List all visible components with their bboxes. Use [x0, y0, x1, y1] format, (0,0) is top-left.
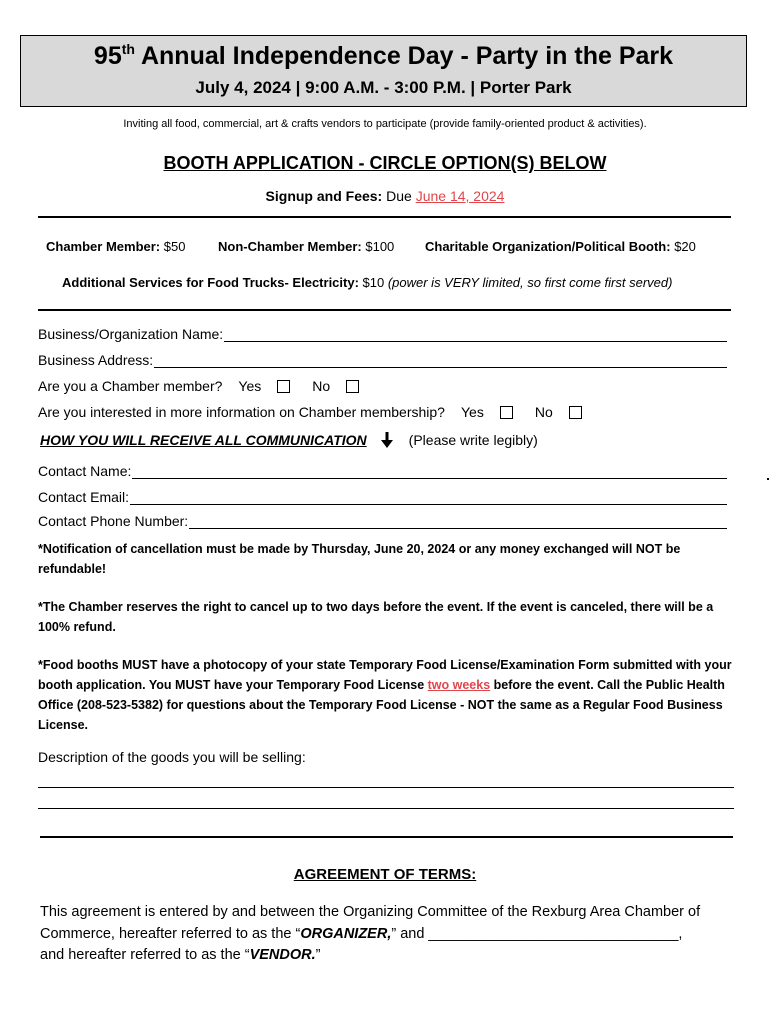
stray-mark: [767, 478, 769, 480]
membership-no-checkbox[interactable]: [569, 406, 582, 419]
contact-email-field[interactable]: Contact Email:: [38, 487, 727, 505]
arrow-down-icon: [381, 432, 393, 448]
business-name-field[interactable]: Business/Organization Name:: [38, 324, 727, 342]
reserve-notice: *The Chamber reserves the right to cancel up to two days before the event. If the event is canceled, there will be a 100% refund.: [38, 600, 714, 634]
contact-phone-field[interactable]: Contact Phone Number:: [38, 511, 727, 529]
page-title: 95th Annual Independence Day - Party in the Park: [93, 41, 674, 70]
description-line-1[interactable]: [38, 787, 734, 788]
fee-non-chamber[interactable]: Non-Chamber Member: $100: [218, 239, 395, 254]
chamber-member-question: Are you a Chamber member? Yes No: [38, 378, 359, 394]
fee-charitable[interactable]: Charitable Organization/Political Booth: $20: [425, 239, 696, 254]
fee-electricity[interactable]: Additional Services for Food Trucks- Electricity: $10 (power is VERY limited, so first come first served): [62, 275, 673, 290]
agreement-text: This agreement is entered by and between the Organizing Committee of the Rexburg Area Chamber of Commerce, hereafter referred to as the “ORGANIZER,” and _______________________________, and hereafter referred to as the “VENDOR.”: [40, 904, 701, 963]
event-details: July 4, 2024 | 9:00 A.M. - 3:00 P.M. | Porter Park: [195, 78, 572, 97]
business-address-field[interactable]: Business Address:: [38, 350, 727, 368]
divider: [38, 309, 731, 311]
due-date: June 14, 2024: [415, 188, 505, 204]
section-title: BOOTH APPLICATION - CIRCLE OPTION(S) BELOW: [163, 153, 607, 173]
divider: [38, 216, 731, 218]
invite-text: Inviting all food, commercial, art & crafts vendors to participate (provide family-oriented product & activities).: [123, 118, 647, 130]
membership-yes-checkbox[interactable]: [500, 406, 513, 419]
cancellation-notice: *Notification of cancellation must be made by Thursday, June 20, 2024 or any money exchanged will NOT be refundable!: [38, 542, 681, 576]
fee-chamber[interactable]: Chamber Member: $50: [46, 239, 186, 254]
membership-info-question: Are you interested in more information on Chamber membership? Yes No: [38, 404, 582, 420]
chamber-yes-checkbox[interactable]: [277, 380, 290, 393]
chamber-no-checkbox[interactable]: [346, 380, 359, 393]
two-weeks-emphasis: two weeks: [427, 678, 491, 692]
description-line-2[interactable]: [38, 808, 734, 809]
signup-line: Signup and Fees: Due June 14, 2024: [265, 188, 505, 204]
food-booth-notice: *Food booths MUST have a photocopy of your state Temporary Food License/Examination Form submitted with your booth application. You MUST have your Temporary Food License two weeks before the event. Call the Public Health Office (208-523-5382) for questions about the Temporary Food License - NOT the same as a Regular Food Business License.: [38, 658, 732, 732]
communication-heading: HOW YOU WILL RECEIVE ALL COMMUNICATION (Please write legibly): [40, 432, 538, 448]
description-label: Description of the goods you will be selling:: [38, 749, 306, 765]
agreement-title: AGREEMENT OF TERMS:: [293, 866, 477, 883]
contact-name-field[interactable]: Contact Name:: [38, 461, 727, 479]
divider: [40, 836, 733, 838]
